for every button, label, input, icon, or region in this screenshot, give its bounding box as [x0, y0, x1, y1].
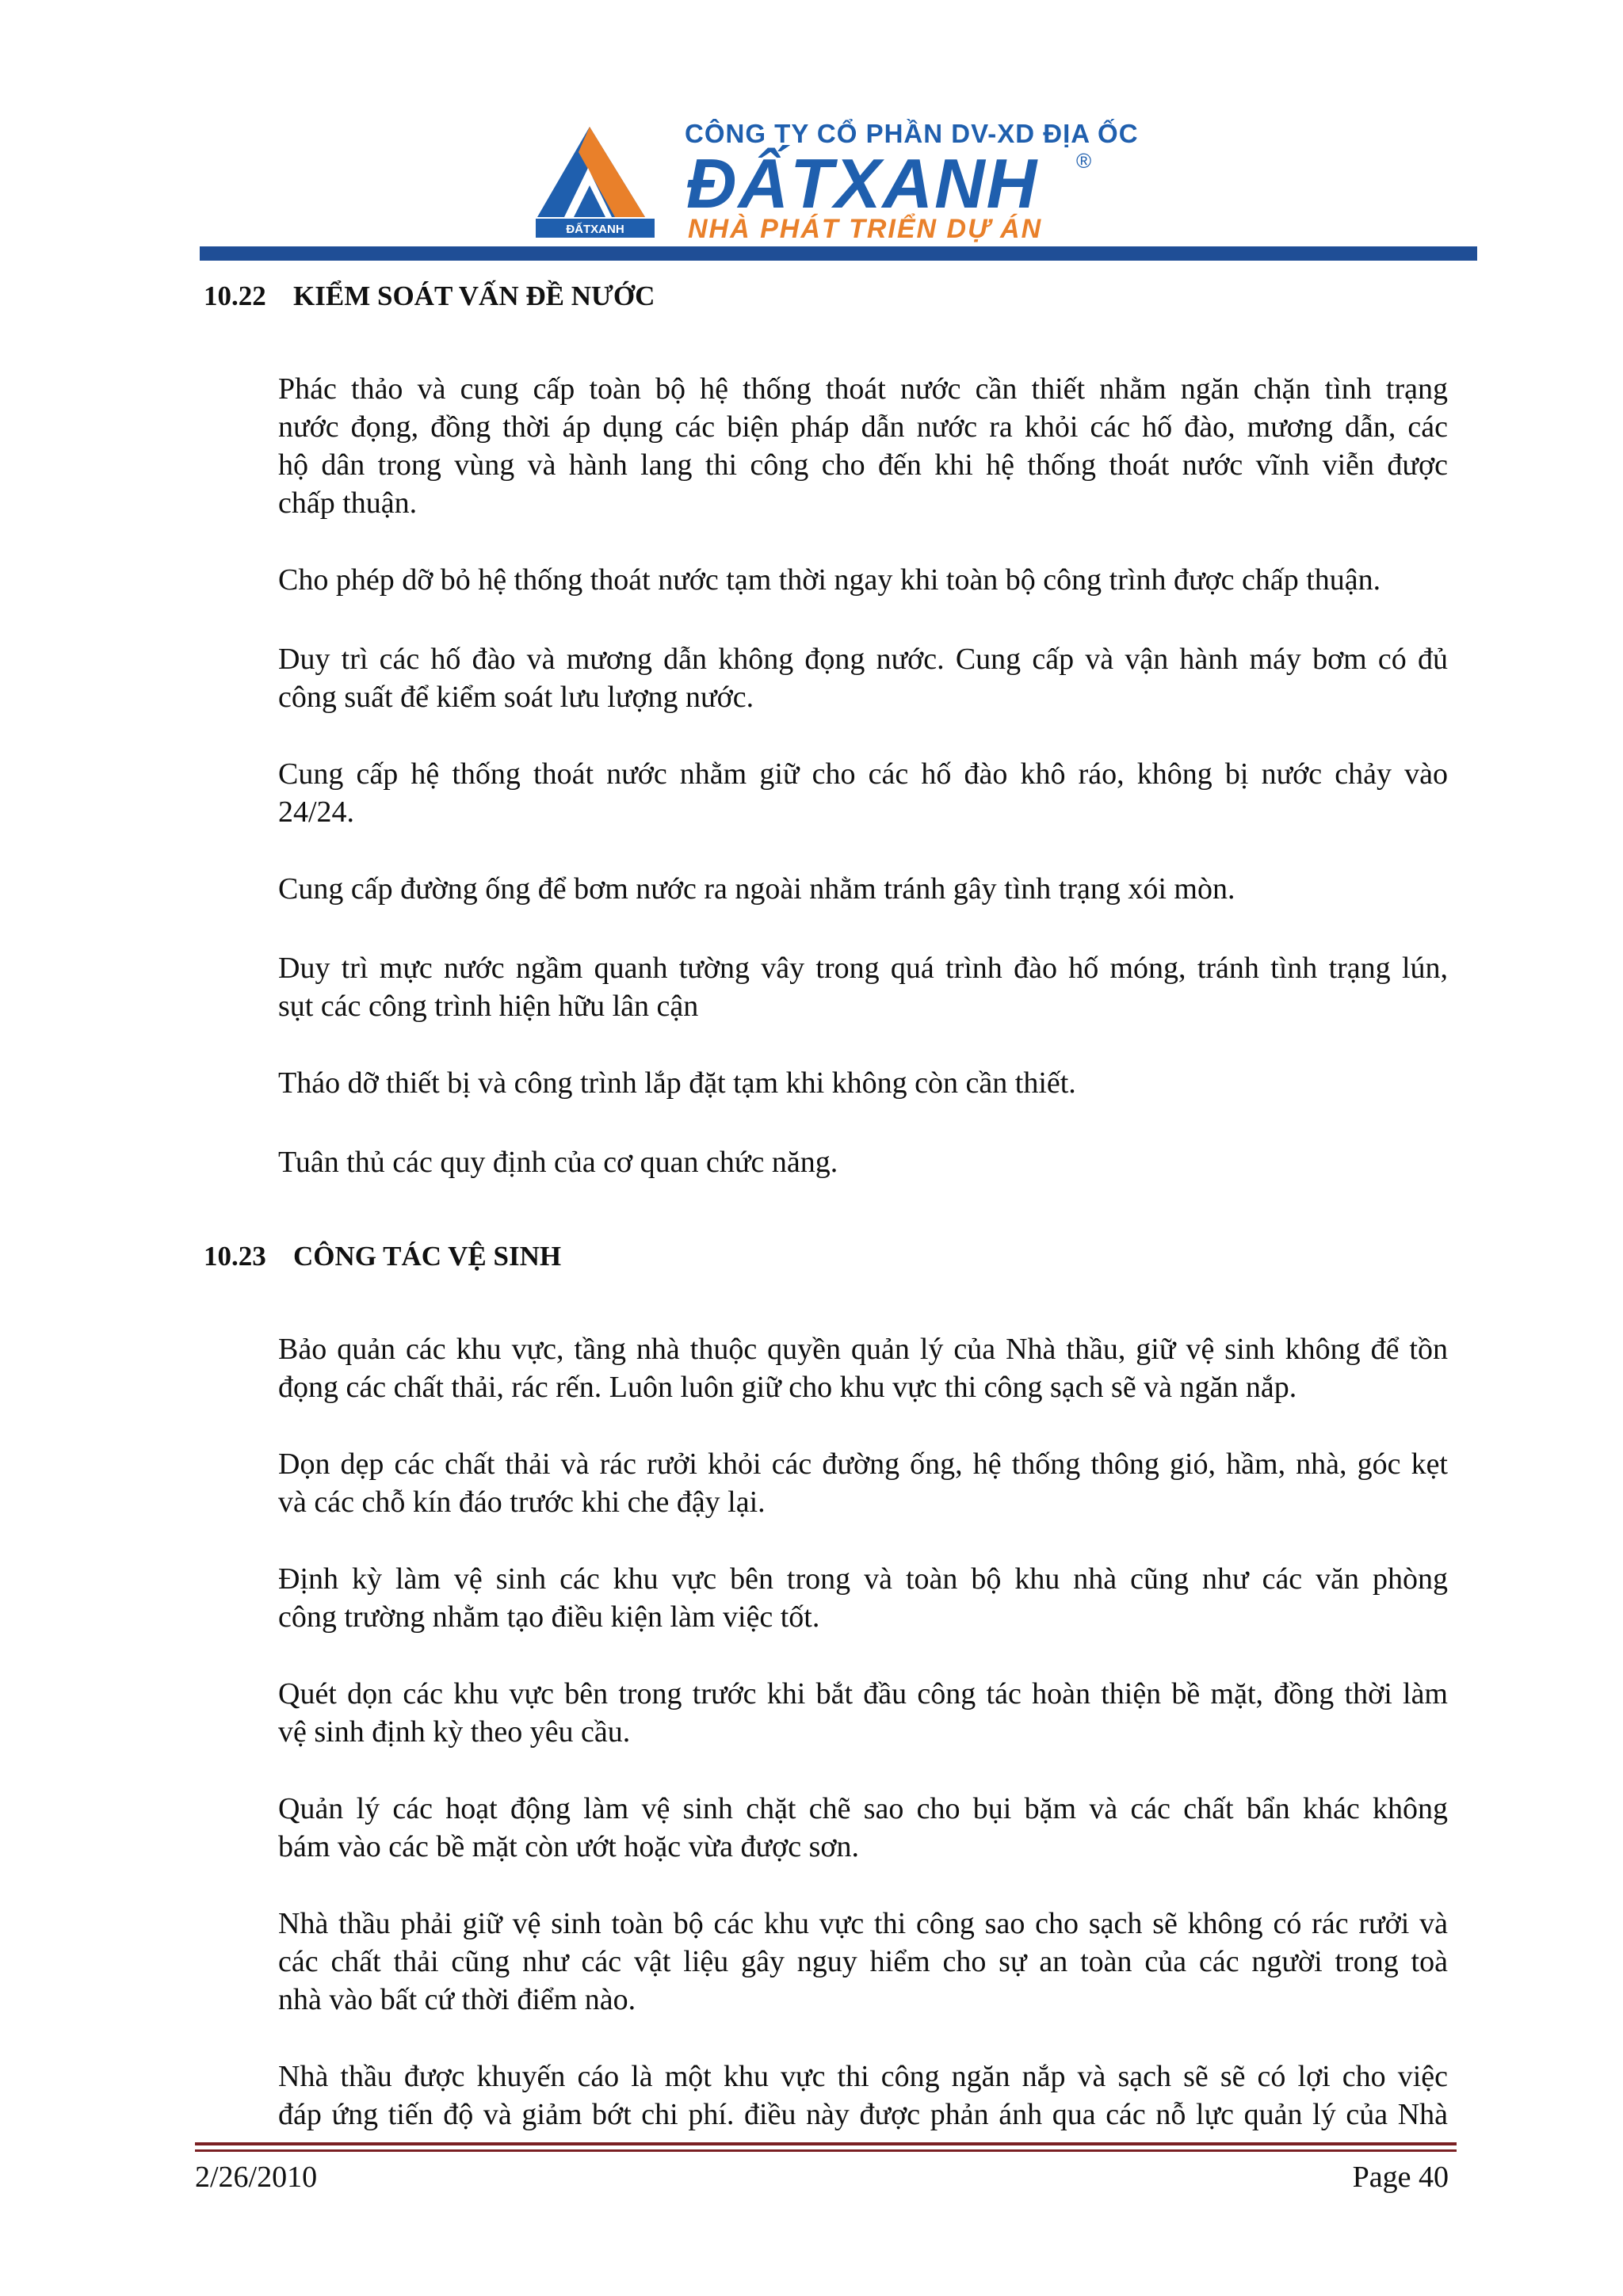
body-paragraph [278, 370, 1448, 522]
paragraph-line: 24/24. [278, 795, 355, 829]
paragraph-line: sụt các công trình hiện hữu lân cận [278, 990, 699, 1023]
footer-date: 2/26/2010 [195, 2161, 318, 2194]
body-paragraph [278, 1143, 1448, 1181]
paragraph-line: Nhà thầu được khuyến cáo là một khu vực thi công ngăn nắp và sạch sẽ sẽ có lợi cho việc [278, 2060, 1448, 2093]
paragraph-line: Cung cấp hệ thống thoát nước nhằm giữ cho các hố đào khô ráo, không bị nước chảy vào [278, 757, 1448, 791]
footer-divider [195, 2142, 1457, 2152]
page-number: Page 40 [1352, 2161, 1449, 2194]
body-paragraph [278, 561, 1448, 599]
paragraph-line: Tuân thủ các quy định của cơ quan chức năng. [278, 1146, 838, 1179]
body-paragraph [278, 1905, 1448, 2019]
body-paragraph [278, 949, 1448, 1025]
body-paragraph [278, 1445, 1448, 1521]
paragraph-line: và các chỗ kín đáo trước khi che đậy lại. [278, 1486, 766, 1519]
paragraph-line: Dọn dẹp các chất thải và rác rưởi khỏi các đường ống, hệ thống thông gió, hầm, nhà, góc kẹt [278, 1447, 1448, 1481]
logo-small-text: ĐẤTXANH [566, 223, 624, 236]
paragraph-line: Duy trì các hố đào và mương dẫn không đọng nước. Cung cấp và vận hành máy bơm có đủ [278, 643, 1448, 676]
paragraph-line: Bảo quản các khu vực, tầng nhà thuộc quyền quản lý của Nhà thầu, giữ vệ sinh không để tồn [278, 1333, 1448, 1366]
paragraph-line: vệ sinh định kỳ theo yêu cầu. [278, 1715, 631, 1749]
paragraph-line: Cung cấp đường ống để bơm nước ra ngoài nhằm tránh gây tình trạng xói mòn. [278, 872, 1235, 906]
body-paragraph [278, 755, 1448, 831]
body-paragraph [278, 2058, 1448, 2134]
paragraph-line: đọng các chất thải, rác rến. Luôn luôn giữ cho khu vực thi công sạch sẽ và ngăn nắp. [278, 1371, 1297, 1404]
body-paragraph [278, 1560, 1448, 1636]
registered-mark: ® [1076, 149, 1092, 173]
paragraph-line: nhà vào bất cứ thời điểm nào. [278, 1983, 636, 2016]
section-title: KIỂM SOÁT VẤN ĐỀ NƯỚC [293, 280, 655, 311]
paragraph-line: hộ dân trong vùng và hành lang thi công cho đến khi hệ thống thoát nước vĩnh viễn được [278, 448, 1448, 482]
paragraph-line: Duy trì mực nước ngầm quanh tường vây trong quá trình đào hố móng, tránh tình trạng lún, [278, 952, 1448, 985]
body-paragraph [278, 870, 1448, 908]
paragraph-line: Tháo dỡ thiết bị và công trình lắp đặt tạm khi không còn cần thiết. [278, 1066, 1076, 1100]
body-paragraph [278, 1790, 1448, 1866]
paragraph-line: Quét dọn các khu vực bên trong trước khi bắt đầu công tác hoàn thiện bề mặt, đồng thời làm [278, 1677, 1448, 1711]
paragraph-line: Nhà thầu phải giữ vệ sinh toàn bộ các khu vực thi công sao cho sạch sẽ không có rác rưởi và [278, 1907, 1448, 1940]
paragraph-line: bám vào các bề mặt còn ướt hoặc vừa được sơn. [278, 1830, 859, 1863]
paragraph-line: công suất để kiểm soát lưu lượng nước. [278, 681, 754, 714]
brand-name: ĐẤTXANH [686, 144, 1039, 223]
body-paragraph [278, 1064, 1448, 1102]
section-heading [204, 280, 655, 312]
section-title: CÔNG TÁC VỆ SINH [293, 1241, 562, 1272]
section-heading [204, 1241, 561, 1272]
paragraph-line: chấp thuận. [278, 486, 418, 520]
brand-tagline: NHÀ PHÁT TRIỂN DỰ ÁN [688, 214, 1043, 244]
paragraph-line: công trường nhằm tạo điều kiện làm việc tốt. [278, 1600, 820, 1634]
paragraph-line: các chất thải cũng như các vật liệu gây nguy hiểm cho sự an toàn của các người trong toà [278, 1945, 1448, 1978]
paragraph-line: nước đọng, đồng thời áp dụng các biện pháp dẫn nước ra khỏi các hố đào, mương dẫn, các [278, 410, 1448, 444]
body-paragraph [278, 1330, 1448, 1406]
paragraph-line: Phác thảo và cung cấp toàn bộ hệ thống thoát nước cần thiết nhằm ngăn chặn tình trạng [278, 372, 1448, 406]
header-divider [200, 246, 1477, 261]
section-number: 10.23 [204, 1241, 266, 1272]
section-number: 10.22 [204, 280, 266, 311]
paragraph-line: Quản lý các hoạt động làm vệ sinh chặt chẽ sao cho bụi bặm và các chất bẩn khác không [278, 1792, 1448, 1825]
paragraph-line: Cho phép dỡ bỏ hệ thống thoát nước tạm thời ngay khi toàn bộ công trình được chấp thuận. [278, 563, 1381, 597]
paragraph-line: đáp ứng tiến độ và giảm bớt chi phí. điều này được phản ánh qua các nỗ lực quản lý của Nhà [278, 2098, 1448, 2131]
body-paragraph [278, 640, 1448, 716]
company-name: CÔNG TY CỔ PHẦN DV-XD ĐỊA ỐC [685, 119, 1139, 148]
logo-triangle-icon [533, 120, 659, 239]
paragraph-line: Định kỳ làm vệ sinh các khu vực bên trong và toàn bộ khu nhà cũng như các văn phòng [278, 1562, 1448, 1596]
body-paragraph [278, 1675, 1448, 1751]
